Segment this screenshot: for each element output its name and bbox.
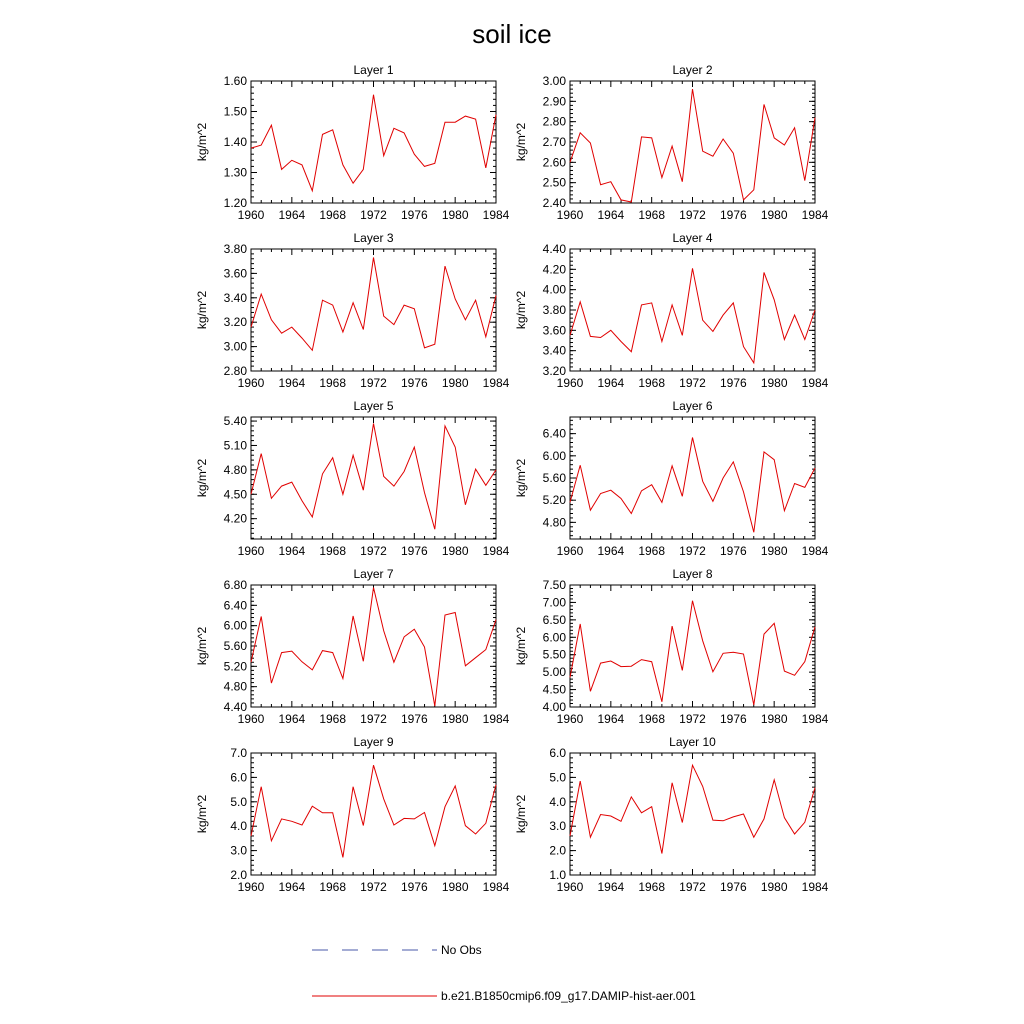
panel-layer-2 <box>514 63 829 222</box>
y-tick-label: 6.50 <box>542 612 566 627</box>
x-tick-label: 1972 <box>360 880 387 894</box>
x-tick-label: 1984 <box>801 880 829 894</box>
x-tick-label: 1980 <box>441 376 469 390</box>
plot-frame <box>570 753 815 875</box>
x-tick-label: 1968 <box>319 208 347 222</box>
y-tick-label: 2.80 <box>223 364 247 378</box>
y-tick-label: 7.50 <box>542 578 566 592</box>
y-tick-label: 4.00 <box>542 700 566 714</box>
panel-layer-8 <box>514 567 829 726</box>
y-tick-label: 4.80 <box>223 679 247 694</box>
x-tick-label: 1980 <box>441 712 469 726</box>
x-tick-label: 1960 <box>556 376 584 390</box>
y-tick-label: 3.0 <box>230 843 247 858</box>
y-tick-label: 2.60 <box>542 155 566 170</box>
y-axis-label: kg/m^2 <box>195 290 209 330</box>
y-axis-label: kg/m^2 <box>514 458 528 498</box>
y-tick-label: 3.40 <box>542 343 566 358</box>
x-tick-label: 1972 <box>679 880 706 894</box>
x-tick-label: 1976 <box>719 376 747 390</box>
y-tick-label: 5.20 <box>223 659 247 674</box>
panel-layer-9 <box>195 735 510 894</box>
y-tick-label: 1.20 <box>223 196 247 210</box>
plot-frame <box>251 417 496 539</box>
panel-layer-10 <box>514 735 829 894</box>
legend-label: b.e21.B1850cmip6.f09_g17.DAMIP-hist-aer.001 <box>441 989 696 1003</box>
x-tick-label: 1980 <box>760 712 788 726</box>
series-line <box>251 588 496 707</box>
x-tick-label: 1968 <box>319 880 347 894</box>
y-tick-label: 2.70 <box>542 135 566 149</box>
y-tick-label: 6.0 <box>230 770 247 785</box>
x-tick-label: 1968 <box>638 880 666 894</box>
x-tick-label: 1968 <box>638 544 666 558</box>
y-axis-label: kg/m^2 <box>195 794 209 834</box>
y-tick-label: 4.40 <box>223 700 247 714</box>
panel-title: Layer 2 <box>672 63 713 77</box>
series-line <box>570 601 815 705</box>
panel-layer-7 <box>195 567 510 726</box>
x-tick-label: 1972 <box>679 376 706 390</box>
x-tick-label: 1960 <box>556 544 584 558</box>
y-axis-label: kg/m^2 <box>514 122 528 162</box>
legend <box>312 943 696 1003</box>
x-tick-label: 1984 <box>801 712 829 726</box>
x-tick-label: 1968 <box>638 712 666 726</box>
series-line <box>251 424 496 530</box>
y-tick-label: 6.0 <box>549 746 566 760</box>
panel-layer-3 <box>195 231 510 390</box>
plot-frame <box>251 753 496 875</box>
x-tick-label: 1964 <box>278 880 306 894</box>
x-tick-label: 1980 <box>760 880 788 894</box>
plot-frame <box>251 81 496 203</box>
x-tick-label: 1984 <box>801 376 829 390</box>
y-tick-label: 7.00 <box>542 595 566 610</box>
y-tick-label: 3.60 <box>542 323 566 338</box>
y-tick-label: 5.0 <box>549 770 566 785</box>
y-tick-label: 4.50 <box>223 487 247 502</box>
y-tick-label: 5.40 <box>223 414 247 429</box>
x-tick-label: 1984 <box>801 544 829 558</box>
y-tick-label: 6.00 <box>223 618 247 633</box>
y-tick-label: 3.80 <box>223 242 247 256</box>
x-tick-label: 1964 <box>597 880 625 894</box>
x-tick-label: 1960 <box>237 208 265 222</box>
x-tick-label: 1964 <box>278 712 306 726</box>
x-tick-label: 1960 <box>556 880 584 894</box>
x-tick-label: 1968 <box>638 208 666 222</box>
y-tick-label: 6.40 <box>223 598 247 613</box>
y-tick-label: 1.40 <box>223 135 247 149</box>
x-tick-label: 1980 <box>441 544 469 558</box>
y-axis-label: kg/m^2 <box>195 458 209 498</box>
y-tick-label: 4.00 <box>542 282 566 297</box>
y-tick-label: 6.00 <box>542 448 566 463</box>
x-tick-label: 1980 <box>441 208 469 222</box>
y-tick-label: 3.20 <box>223 315 247 330</box>
y-tick-label: 5.00 <box>542 665 566 680</box>
x-tick-label: 1984 <box>482 376 510 390</box>
y-tick-label: 5.20 <box>542 493 566 508</box>
y-axis-label: kg/m^2 <box>195 122 209 162</box>
x-tick-label: 1964 <box>278 208 306 222</box>
series-line <box>570 268 815 363</box>
plot-frame <box>251 249 496 371</box>
panel-title: Layer 3 <box>353 231 394 245</box>
x-tick-label: 1984 <box>482 544 510 558</box>
y-tick-label: 4.20 <box>223 511 247 526</box>
y-tick-label: 1.0 <box>549 868 566 882</box>
y-tick-label: 1.60 <box>223 74 247 88</box>
panel-layer-5 <box>195 399 510 558</box>
x-tick-label: 1964 <box>597 376 625 390</box>
y-tick-label: 6.40 <box>542 426 566 441</box>
x-tick-label: 1980 <box>441 880 469 894</box>
panel-title: Layer 1 <box>353 63 394 77</box>
x-tick-label: 1960 <box>237 712 265 726</box>
series-line <box>570 89 815 202</box>
x-tick-label: 1972 <box>360 376 387 390</box>
y-tick-label: 6.00 <box>542 630 566 645</box>
x-tick-label: 1964 <box>278 376 306 390</box>
y-tick-label: 4.0 <box>549 794 566 809</box>
y-tick-label: 1.30 <box>223 165 247 180</box>
legend-label: No Obs <box>441 943 482 957</box>
y-tick-label: 4.40 <box>542 242 566 256</box>
figure-title: soil ice <box>472 19 552 49</box>
x-tick-label: 1976 <box>400 376 428 390</box>
panel-layer-6 <box>514 399 829 558</box>
x-tick-label: 1964 <box>597 712 625 726</box>
x-tick-label: 1976 <box>400 880 428 894</box>
y-tick-label: 3.00 <box>542 74 566 88</box>
y-tick-label: 4.50 <box>542 682 566 697</box>
x-tick-label: 1972 <box>360 712 387 726</box>
x-tick-label: 1976 <box>400 208 428 222</box>
y-tick-label: 3.60 <box>223 266 247 281</box>
x-tick-label: 1972 <box>360 208 387 222</box>
y-tick-label: 4.80 <box>542 515 566 530</box>
y-tick-label: 2.90 <box>542 94 566 109</box>
y-tick-label: 3.0 <box>549 819 566 834</box>
y-tick-label: 4.20 <box>542 262 566 277</box>
panel-title: Layer 10 <box>669 735 716 749</box>
y-tick-label: 5.60 <box>542 471 566 485</box>
x-tick-label: 1968 <box>319 544 347 558</box>
panel-title: Layer 8 <box>672 567 713 581</box>
y-tick-label: 5.10 <box>223 438 247 453</box>
x-tick-label: 1960 <box>237 544 265 558</box>
y-tick-label: 1.50 <box>223 104 247 119</box>
x-tick-label: 1976 <box>719 208 747 222</box>
panel-title: Layer 7 <box>353 567 394 581</box>
series-line <box>570 765 815 853</box>
legend-item-no-obs <box>312 943 482 957</box>
plot-frame <box>570 249 815 371</box>
x-tick-label: 1984 <box>482 712 510 726</box>
x-tick-label: 1980 <box>760 208 788 222</box>
x-tick-label: 1972 <box>679 208 706 222</box>
panel-title: Layer 4 <box>672 231 713 245</box>
x-tick-label: 1984 <box>482 880 510 894</box>
x-tick-label: 1960 <box>237 880 265 894</box>
y-tick-label: 2.50 <box>542 175 566 190</box>
y-axis-label: kg/m^2 <box>514 794 528 834</box>
x-tick-label: 1980 <box>760 376 788 390</box>
y-tick-label: 7.0 <box>230 746 247 760</box>
x-tick-label: 1964 <box>597 544 625 558</box>
legend-item-model-run <box>312 989 696 1003</box>
y-tick-label: 4.0 <box>230 819 247 834</box>
x-tick-label: 1960 <box>237 376 265 390</box>
panel-title: Layer 6 <box>672 399 713 413</box>
y-tick-label: 3.20 <box>542 364 566 378</box>
y-tick-label: 6.80 <box>223 578 247 592</box>
x-tick-label: 1972 <box>679 544 706 558</box>
panel-title: Layer 5 <box>353 399 394 413</box>
y-tick-label: 3.00 <box>223 339 247 354</box>
plot-frame <box>570 81 815 203</box>
x-tick-label: 1968 <box>319 376 347 390</box>
x-tick-label: 1960 <box>556 712 584 726</box>
x-tick-label: 1964 <box>278 544 306 558</box>
panel-layer-1 <box>195 63 510 222</box>
series-line <box>251 765 496 857</box>
y-tick-label: 5.0 <box>230 794 247 809</box>
y-axis-label: kg/m^2 <box>514 626 528 666</box>
x-tick-label: 1964 <box>597 208 625 222</box>
x-tick-label: 1976 <box>400 544 428 558</box>
panels <box>195 63 829 894</box>
x-tick-label: 1972 <box>679 712 706 726</box>
y-axis-label: kg/m^2 <box>195 626 209 666</box>
y-tick-label: 4.80 <box>223 462 247 477</box>
x-tick-label: 1976 <box>719 880 747 894</box>
x-tick-label: 1980 <box>760 544 788 558</box>
x-tick-label: 1976 <box>719 712 747 726</box>
y-tick-label: 2.0 <box>230 868 247 882</box>
y-tick-label: 2.80 <box>542 114 566 129</box>
x-tick-label: 1976 <box>719 544 747 558</box>
y-tick-label: 3.80 <box>542 303 566 317</box>
x-tick-label: 1968 <box>319 712 347 726</box>
x-tick-label: 1968 <box>638 376 666 390</box>
panel-layer-4 <box>514 231 829 390</box>
x-tick-label: 1972 <box>360 544 387 558</box>
x-tick-label: 1984 <box>801 208 829 222</box>
x-tick-label: 1976 <box>400 712 428 726</box>
y-tick-label: 3.40 <box>223 290 247 305</box>
y-tick-label: 2.40 <box>542 196 566 210</box>
y-axis-label: kg/m^2 <box>514 290 528 330</box>
series-line <box>251 258 496 351</box>
y-tick-label: 5.60 <box>223 639 247 653</box>
x-tick-label: 1984 <box>482 208 510 222</box>
y-tick-label: 5.50 <box>542 647 566 662</box>
y-tick-label: 2.0 <box>549 843 566 858</box>
series-line <box>570 438 815 533</box>
panel-title: Layer 9 <box>353 735 394 749</box>
x-tick-label: 1960 <box>556 208 584 222</box>
series-line <box>251 95 496 191</box>
plot-frame <box>251 585 496 707</box>
